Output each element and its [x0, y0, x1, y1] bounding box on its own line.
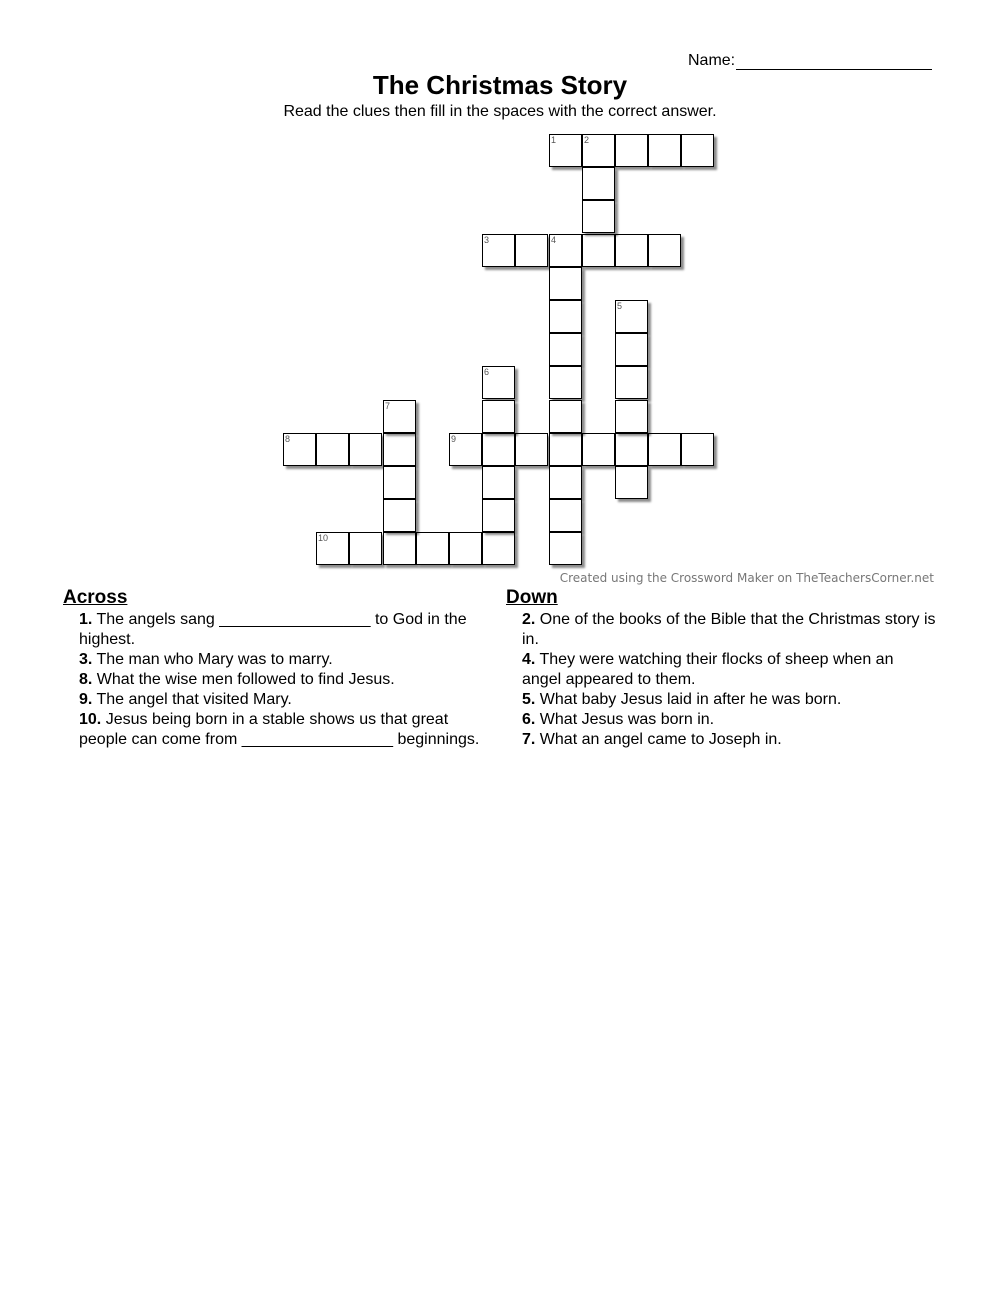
crossword-cell[interactable]	[383, 433, 416, 466]
crossword-cell[interactable]	[615, 134, 648, 167]
across-clues	[63, 586, 483, 750]
crossword-cell[interactable]	[582, 200, 615, 233]
crossword-cell[interactable]	[582, 234, 615, 267]
crossword-cell[interactable]	[648, 234, 681, 267]
crossword-cell[interactable]	[615, 333, 648, 366]
clue-item: 7. What an angel came to Joseph in.	[522, 731, 782, 748]
crossword-cell[interactable]	[615, 466, 648, 499]
page-title: The Christmas Story	[372, 70, 628, 100]
name-label: Name:	[688, 52, 736, 69]
clue-item: 9. The angel that visited Mary.	[79, 691, 292, 708]
crossword-cell[interactable]	[549, 400, 582, 433]
crossword-cell[interactable]	[283, 433, 316, 466]
clue-item: 10. Jesus being born in a stable shows us that great people can come from _________________ beginnings.	[79, 711, 480, 748]
cell-number: 9	[451, 434, 457, 444]
crossword-cell[interactable]	[549, 300, 582, 333]
page-subtitle: Read the clues then fill in the spaces with the correct answer.	[283, 103, 717, 120]
cell-number: 6	[484, 367, 490, 377]
crossword-cell[interactable]	[582, 433, 615, 466]
crossword-cell[interactable]	[549, 532, 582, 565]
crossword-cell[interactable]	[482, 400, 515, 433]
clue-item: 5. What baby Jesus laid in after he was born.	[522, 691, 842, 708]
cell-number: 1	[551, 135, 557, 145]
crossword-cell[interactable]	[615, 400, 648, 433]
crossword-cell[interactable]	[615, 234, 648, 267]
clue-item: 3. The man who Mary was to marry.	[79, 651, 333, 668]
crossword-cell[interactable]	[681, 433, 714, 466]
crossword-cell[interactable]	[316, 532, 349, 565]
cell-number: 7	[385, 401, 391, 411]
crossword-cell[interactable]	[349, 532, 382, 565]
crossword-cell[interactable]	[681, 134, 714, 167]
crossword-cell[interactable]	[383, 532, 416, 565]
crossword-cell[interactable]	[515, 433, 548, 466]
crossword-cell[interactable]	[549, 433, 582, 466]
crossword-cell[interactable]	[383, 400, 416, 433]
crossword-cell[interactable]	[449, 532, 482, 565]
crossword-cell[interactable]	[549, 234, 582, 267]
crossword-cell[interactable]	[482, 466, 515, 499]
credit-text: Created using the Crossword Maker on TheTeachersCorner.net	[559, 571, 934, 585]
crossword-cell[interactable]	[615, 366, 648, 399]
crossword-grid	[0, 0, 1000, 600]
crossword-cell[interactable]	[648, 433, 681, 466]
crossword-cell[interactable]	[615, 433, 648, 466]
down-clues	[506, 586, 936, 750]
clue-item: 6. What Jesus was born in.	[522, 711, 715, 728]
across-heading: Across	[63, 587, 128, 608]
cell-number: 10	[318, 533, 329, 543]
down-heading: Down	[506, 587, 558, 608]
crossword-cell[interactable]	[482, 366, 515, 399]
crossword-cell[interactable]	[515, 234, 548, 267]
crossword-cell[interactable]	[615, 300, 648, 333]
cell-number: 5	[617, 301, 623, 311]
crossword-cell[interactable]	[549, 267, 582, 300]
crossword-cell[interactable]	[482, 499, 515, 532]
crossword-cell[interactable]	[549, 333, 582, 366]
clue-item: 8. What the wise men followed to find Jesus.	[79, 671, 395, 688]
crossword-cell[interactable]	[549, 134, 582, 167]
crossword-cell[interactable]	[383, 466, 416, 499]
crossword-cell[interactable]	[549, 366, 582, 399]
crossword-cell[interactable]	[549, 466, 582, 499]
crossword-cell[interactable]	[648, 134, 681, 167]
crossword-cell[interactable]	[482, 433, 515, 466]
crossword-cell[interactable]	[316, 433, 349, 466]
crossword-cell[interactable]	[482, 532, 515, 565]
cell-number: 2	[584, 135, 590, 145]
clue-item: 2. One of the books of the Bible that the Christmas story is in.	[522, 611, 936, 648]
crossword-cell[interactable]	[582, 167, 615, 200]
clue-item: 4. They were watching their flocks of sheep when an angel appeared to them.	[522, 651, 894, 688]
crossword-cell[interactable]	[582, 134, 615, 167]
cell-number: 8	[285, 434, 291, 444]
crossword-cell[interactable]	[449, 433, 482, 466]
crossword-cell[interactable]	[549, 499, 582, 532]
cell-number: 4	[551, 235, 557, 245]
cell-number: 3	[484, 235, 490, 245]
crossword-cell[interactable]	[416, 532, 449, 565]
crossword-cell[interactable]	[349, 433, 382, 466]
crossword-cell[interactable]	[383, 499, 416, 532]
crossword-cell[interactable]	[482, 234, 515, 267]
clue-item: 1. The angels sang _________________ to God in the highest.	[79, 611, 467, 648]
